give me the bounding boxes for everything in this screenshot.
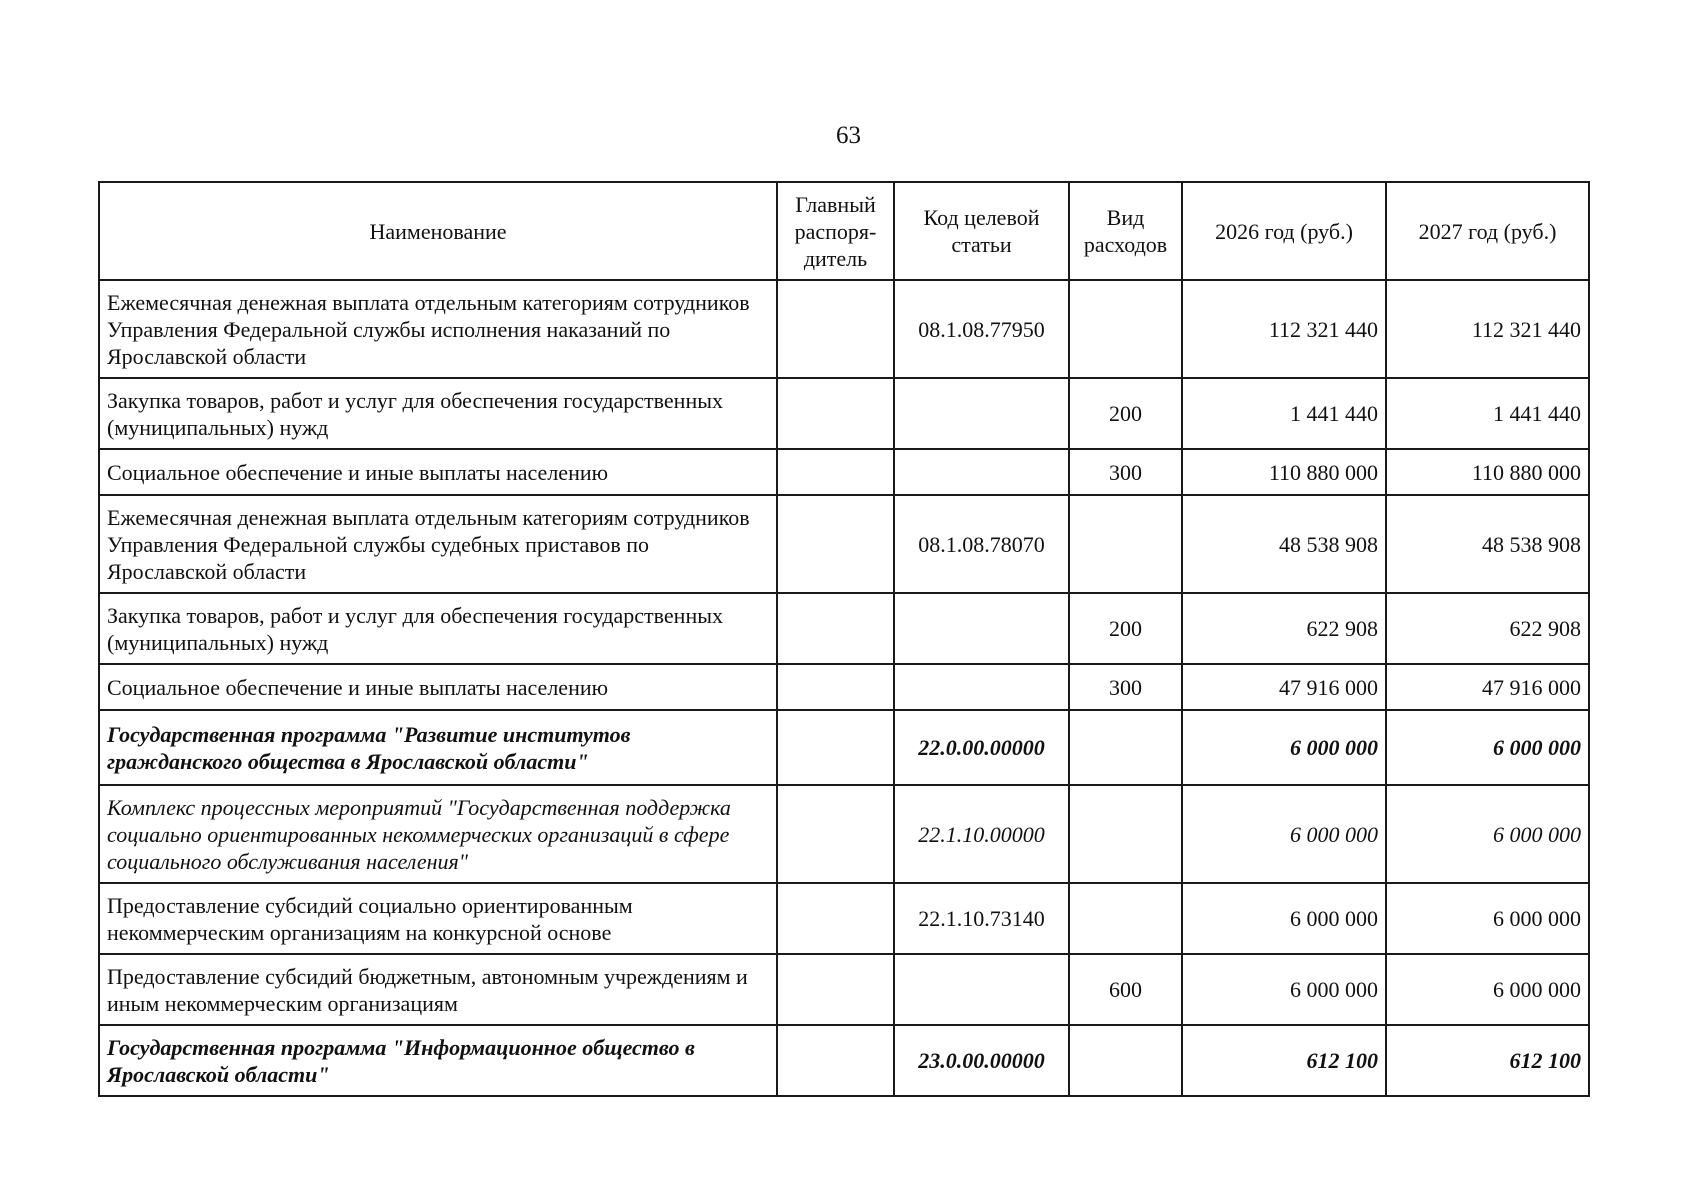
cell-grbs: [777, 785, 894, 883]
cell-code: [894, 664, 1069, 710]
cell-vid: [1069, 280, 1182, 378]
cell-code: [894, 954, 1069, 1025]
cell-vid: 200: [1069, 593, 1182, 664]
page-number: 63: [836, 122, 861, 149]
cell-2027: 48 538 908: [1386, 495, 1589, 593]
table-row: [99, 710, 1589, 785]
cell-2026: 6 000 000: [1182, 785, 1386, 883]
cell-code: [894, 593, 1069, 664]
cell-name: Государственная программа "Развитие институтов гражданского общества в Ярославской области": [99, 710, 777, 785]
cell-2026: 6 000 000: [1182, 883, 1386, 954]
cell-grbs: [777, 449, 894, 495]
cell-2026: 110 880 000: [1182, 449, 1386, 495]
cell-code: [894, 378, 1069, 449]
cell-code: 08.1.08.78070: [894, 495, 1069, 593]
table-row: [99, 1025, 1589, 1096]
cell-name: Комплекс процессных мероприятий "Государственная поддержка социально ориентированных некоммерческих организаций в сфере социального обслуживания населения": [99, 785, 777, 883]
cell-vid: [1069, 710, 1182, 785]
cell-name: Предоставление субсидий социально ориентированным некоммерческим организациям на конкурсной основе: [99, 883, 777, 954]
cell-2027: 1 441 440: [1386, 378, 1589, 449]
table-row: [99, 593, 1589, 664]
cell-2027: 47 916 000: [1386, 664, 1589, 710]
cell-name: Социальное обеспечение и иные выплаты населению: [99, 664, 777, 710]
cell-code: 22.0.00.00000: [894, 710, 1069, 785]
cell-2027: 6 000 000: [1386, 710, 1589, 785]
table-row: [99, 664, 1589, 710]
cell-2026: 6 000 000: [1182, 954, 1386, 1025]
cell-name: Социальное обеспечение и иные выплаты населению: [99, 449, 777, 495]
cell-vid: 300: [1069, 664, 1182, 710]
table-row: [99, 883, 1589, 954]
cell-grbs: [777, 495, 894, 593]
cell-2026: 112 321 440: [1182, 280, 1386, 378]
cell-2027: 622 908: [1386, 593, 1589, 664]
cell-vid: 200: [1069, 378, 1182, 449]
cell-code: 08.1.08.77950: [894, 280, 1069, 378]
cell-name: Закупка товаров, работ и услуг для обеспечения государственных (муниципальных) нужд: [99, 593, 777, 664]
cell-vid: [1069, 1025, 1182, 1096]
cell-grbs: [777, 378, 894, 449]
header-vid: Вид расходов: [1069, 182, 1182, 280]
table-row: [99, 378, 1589, 449]
cell-2026: 622 908: [1182, 593, 1386, 664]
cell-grbs: [777, 593, 894, 664]
cell-grbs: [777, 710, 894, 785]
table-row: [99, 785, 1589, 883]
cell-code: 22.1.10.00000: [894, 785, 1069, 883]
cell-grbs: [777, 280, 894, 378]
cell-2027: 110 880 000: [1386, 449, 1589, 495]
cell-name: Государственная программа "Информационное общество в Ярославской области": [99, 1025, 777, 1096]
cell-code: 22.1.10.73140: [894, 883, 1069, 954]
cell-2027: 112 321 440: [1386, 280, 1589, 378]
table-row: [99, 280, 1589, 378]
cell-grbs: [777, 883, 894, 954]
cell-name: Предоставление субсидий бюджетным, автономным учреждениям и иным некоммерческим организациям: [99, 954, 777, 1025]
cell-grbs: [777, 664, 894, 710]
cell-vid: 600: [1069, 954, 1182, 1025]
cell-vid: [1069, 785, 1182, 883]
cell-name: Ежемесячная денежная выплата отдельным категориям сотрудников Управления Федеральной службы судебных приставов по Ярославской области: [99, 495, 777, 593]
cell-2027: 612 100: [1386, 1025, 1589, 1096]
header-2027: 2027 год (руб.): [1386, 182, 1589, 280]
cell-vid: [1069, 495, 1182, 593]
header-2026: 2026 год (руб.): [1182, 182, 1386, 280]
cell-2026: 1 441 440: [1182, 378, 1386, 449]
cell-2026: 612 100: [1182, 1025, 1386, 1096]
header-grbs: Главный распоря-дитель: [777, 182, 894, 280]
header-code: Код целевой статьи: [894, 182, 1069, 280]
table-row: [99, 449, 1589, 495]
table-row: [99, 495, 1589, 593]
cell-2027: 6 000 000: [1386, 954, 1589, 1025]
cell-name: Ежемесячная денежная выплата отдельным категориям сотрудников Управления Федеральной службы исполнения наказаний по Ярославской области: [99, 280, 777, 378]
cell-2026: 47 916 000: [1182, 664, 1386, 710]
cell-2026: 48 538 908: [1182, 495, 1386, 593]
cell-2026: 6 000 000: [1182, 710, 1386, 785]
cell-code: 23.0.00.00000: [894, 1025, 1069, 1096]
cell-vid: [1069, 883, 1182, 954]
cell-2027: 6 000 000: [1386, 883, 1589, 954]
budget-table: [98, 181, 1590, 1097]
cell-name: Закупка товаров, работ и услуг для обеспечения государственных (муниципальных) нужд: [99, 378, 777, 449]
cell-code: [894, 449, 1069, 495]
cell-vid: 300: [1069, 449, 1182, 495]
cell-grbs: [777, 954, 894, 1025]
cell-2027: 6 000 000: [1386, 785, 1589, 883]
header-name: Наименование: [99, 182, 777, 280]
table-row: [99, 954, 1589, 1025]
cell-grbs: [777, 1025, 894, 1096]
table-header-row: [99, 182, 1589, 280]
